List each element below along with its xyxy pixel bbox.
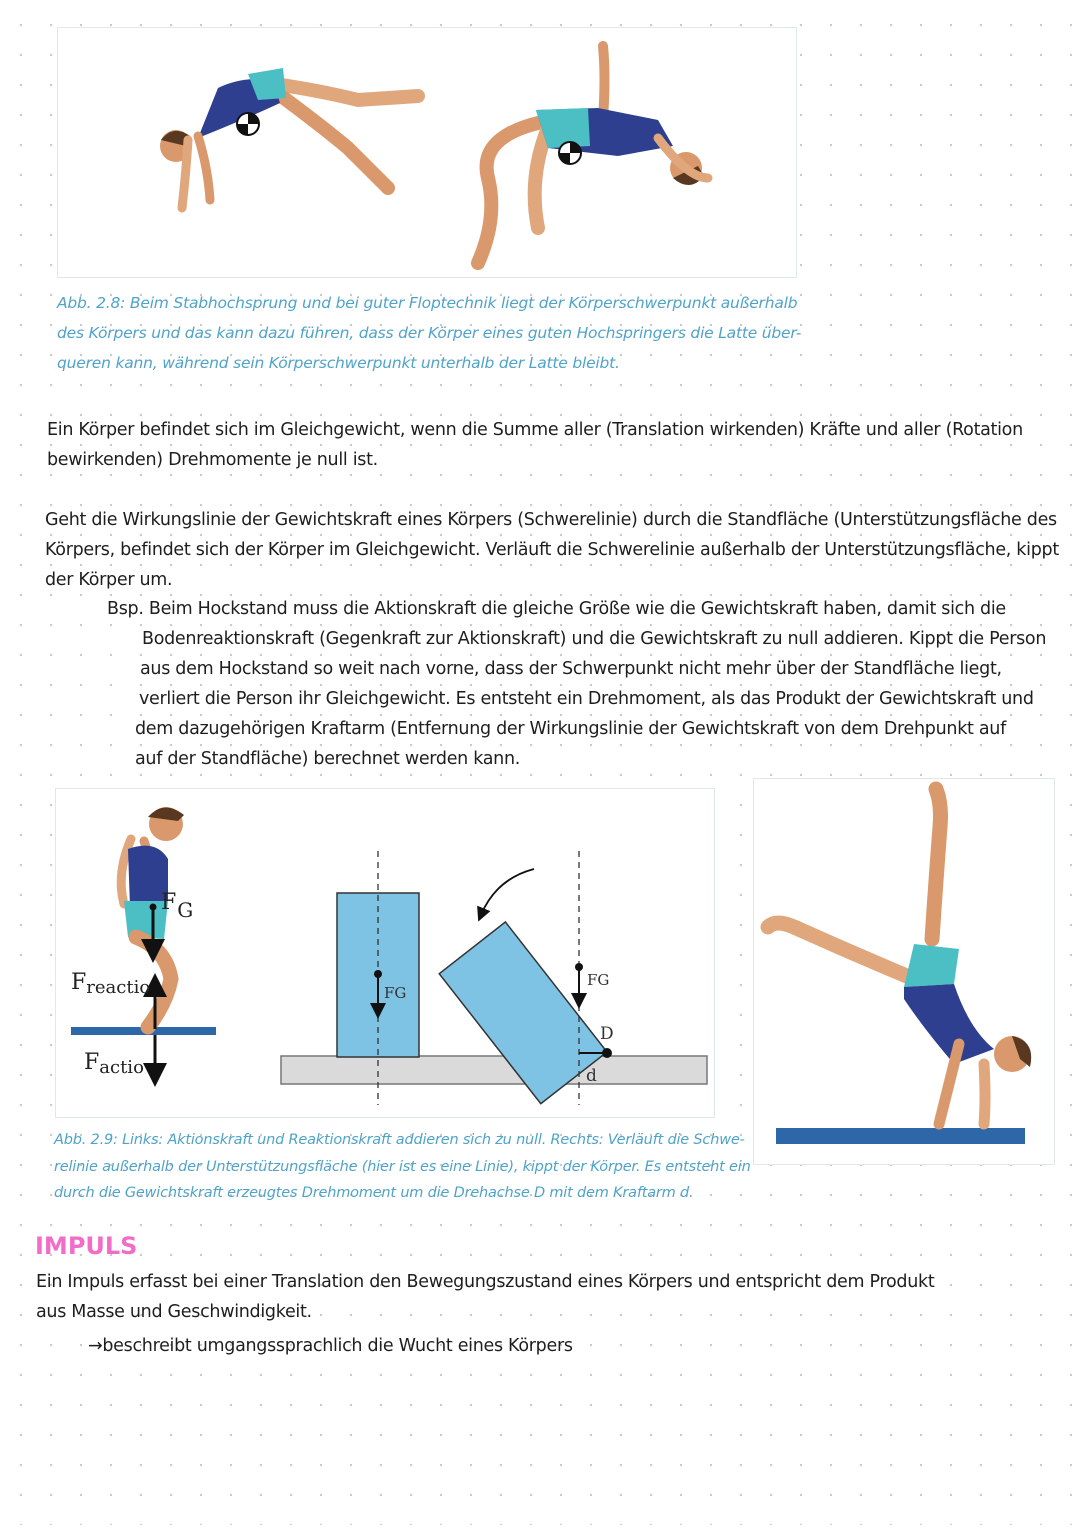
freactio-label: Freactio	[71, 970, 151, 998]
caption-line: durch die Gewichtskraft erzeugtes Drehmoment um die Drehachse D mit dem Kraftarm d.	[54, 1185, 694, 1201]
example-paragraph	[107, 594, 1046, 774]
arm-label: d	[586, 1066, 597, 1086]
handstand-illustration	[754, 779, 1056, 1166]
impuls-arrow-note: →beschreibt umgangssprachlich die Wucht eines Körpers	[88, 1336, 573, 1356]
note-line: Geht die Wirkungslinie der Gewichtskraft eines Körpers (Schwerelinie) durch die Standfläche (Unterstützungsfläche des	[45, 510, 1057, 530]
figure-2-8-image	[57, 27, 797, 278]
note-line: aus Masse und Geschwindigkeit.	[36, 1302, 312, 1322]
caption-line: Abb. 2.8: Beim Stabhochsprung und bei guter Floptechnik liegt der Körperschwerpunkt außerhalb	[57, 294, 798, 312]
tilted-fg-label: FG	[587, 971, 610, 989]
equilibrium-paragraph	[47, 415, 1023, 475]
rotation-arrow	[481, 869, 534, 915]
note-line: Ein Impuls erfasst bei einer Translation den Bewegungszustand eines Körpers und entspricht dem Produkt	[36, 1272, 935, 1292]
fg-label: FG	[161, 890, 194, 922]
high-jump-illustration	[58, 28, 798, 279]
caption-line: queren kann, während sein Körperschwerpunkt unterhalb der Latte bleibt.	[57, 354, 620, 372]
flop-jumper-figure	[478, 46, 708, 263]
tipping-paragraph	[45, 505, 1059, 595]
ground	[281, 1056, 707, 1084]
figure-2-8-caption	[57, 288, 817, 378]
note-line: aus dem Hockstand so weit nach vorne, dass der Schwerpunkt nicht mehr über der Standfläche liegt,	[140, 659, 1002, 679]
caption-line: Abb. 2.9: Links: Aktionskraft und Reaktionskraft addieren sich zu null. Rechts: Verläuft die Schwe-	[54, 1132, 745, 1148]
crouching-person	[71, 807, 216, 1035]
note-line: auf der Standfläche) berechnet werden kann.	[135, 749, 521, 769]
force-diagram	[56, 789, 716, 1119]
beam	[776, 1128, 1025, 1144]
block-fg-label: FG	[384, 984, 407, 1002]
note-line: bewirkenden) Drehmomente je null ist.	[47, 450, 378, 470]
note-line: Körpers, befindet sich der Körper im Gleichgewicht. Verläuft die Schwerelinie außerhalb der Unterstützungsfläche, kippt	[45, 540, 1059, 560]
handstand-image	[753, 778, 1055, 1165]
factio-label: Factio	[84, 1050, 144, 1078]
pivot-label: D	[600, 1024, 614, 1044]
caption-line: relinie außerhalb der Unterstützungsfläche (hier ist es eine Linie), kippt der Körper. Es entsteht ein	[54, 1158, 751, 1175]
vaulter-figure	[160, 68, 418, 208]
figure-2-9-caption	[54, 1127, 754, 1207]
note-line: verliert die Person ihr Gleichgewicht. Es entsteht ein Drehmoment, als das Produkt der Gewichtskraft und	[139, 689, 1034, 709]
note-line: Ein Körper befindet sich im Gleichgewicht, wenn die Summe aller (Translation wirkenden) Kräfte und aller (Rotation	[47, 420, 1023, 440]
note-line: Bsp. Beim Hockstand muss die Aktionskraft die gleiche Größe wie die Gewichtskraft haben, damit sich die	[107, 599, 1006, 619]
note-line: der Körper um.	[45, 570, 173, 590]
note-line: dem dazugehörigen Kraftarm (Entfernung der Wirkungslinie der Gewichtskraft von dem Drehpunkt auf	[135, 719, 1006, 739]
caption-line: des Körpers und das kann dazu führen, dass der Körper eines guten Hochspringers die Latte über-	[57, 324, 802, 342]
figure-2-9-diagram	[55, 788, 715, 1118]
impuls-heading: IMPULS	[35, 1232, 138, 1260]
impuls-paragraph	[36, 1267, 934, 1327]
note-line: Bodenreaktionskraft (Gegenkraft zur Aktionskraft) und die Gewichtskraft zu null addieren. Kippt die Person	[142, 629, 1047, 649]
